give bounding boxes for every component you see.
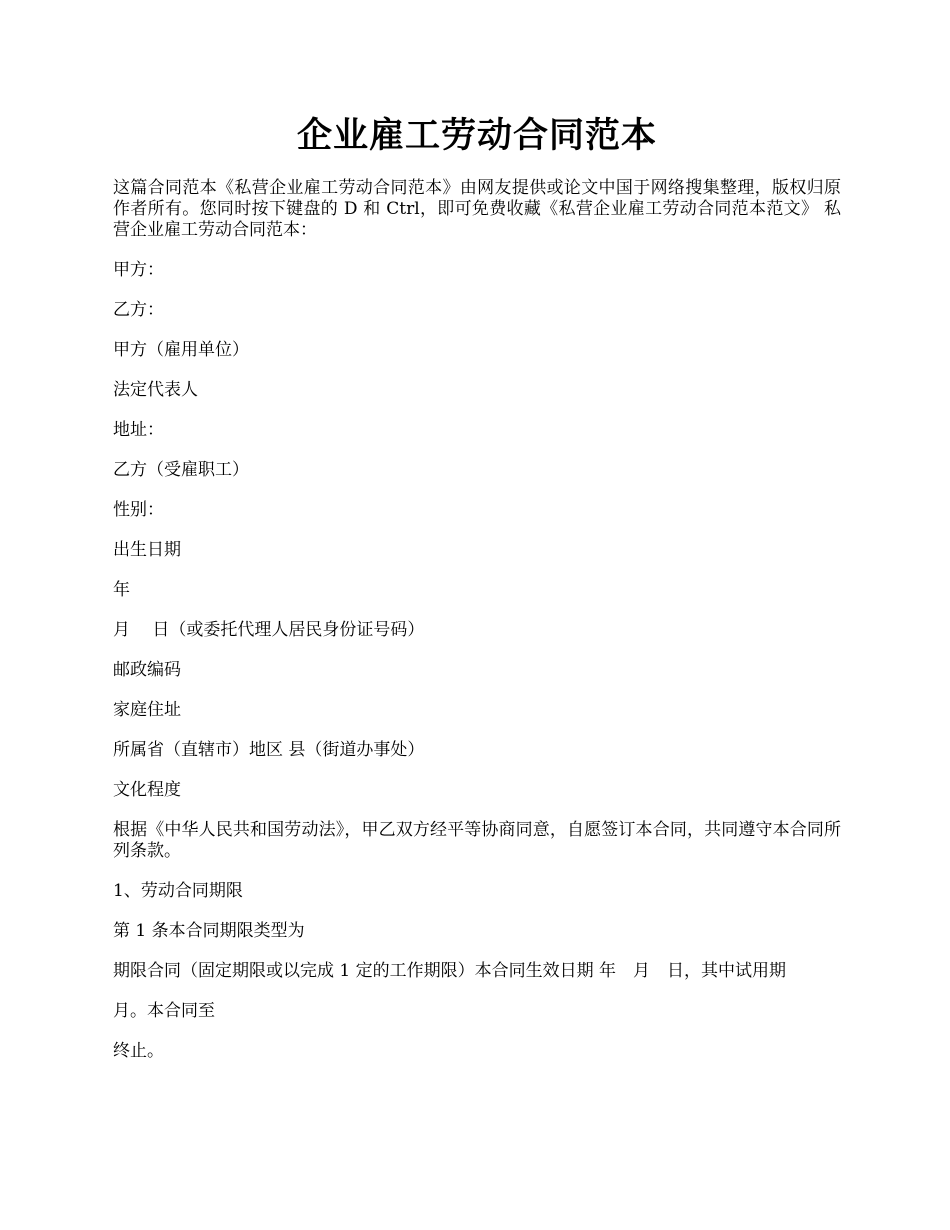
document-title: 企业雇工劳动合同范本	[296, 115, 657, 156]
month-day-id-line: 月 日（或委托代理人居民身份证号码）	[113, 620, 425, 640]
address-line: 地址：	[113, 420, 164, 440]
year-line: 年	[113, 580, 130, 600]
article-1-line: 第 1 条本合同期限类型为	[113, 921, 305, 941]
labor-law-paragraph: 根据《中华人民共和国劳动法》，甲乙双方经平等协商同意，自愿签订本合同，共同遵守本合同所列条款。	[113, 820, 841, 861]
province-district-line: 所属省（直辖市）地区 县（街道办事处）	[113, 740, 425, 760]
gender-line: 性别：	[113, 500, 164, 520]
employee-line: 乙方（受雇职工）	[113, 460, 249, 480]
section-heading-term: 1、劳动合同期限	[113, 881, 243, 901]
employer-line: 甲方（雇用单位）	[113, 340, 249, 360]
postal-code-line: 邮政编码	[113, 660, 181, 680]
termination-line: 终止。	[113, 1041, 164, 1061]
home-address-line: 家庭住址	[113, 700, 181, 720]
party-a-line: 甲方：	[113, 260, 164, 280]
contract-until-line: 月。本合同至	[113, 1001, 215, 1021]
document-body	[113, 178, 841, 1081]
intro-paragraph: 这篇合同范本《私营企业雇工劳动合同范本》由网友提供或论文中国于网络搜集整理，版权归原作者所有。您同时按下键盘的 D 和 Ctrl，即可免费收藏《私营企业雇工劳动合同范本范文》 私营企业雇工劳动合同范本：	[113, 178, 841, 240]
education-line: 文化程度	[113, 780, 181, 800]
party-b-line: 乙方：	[113, 300, 164, 320]
birth-date-line: 出生日期	[113, 540, 181, 560]
term-type-paragraph: 期限合同（固定期限或以完成 1 定的工作期限）本合同生效日期 年 月 日，其中试用期	[113, 961, 787, 981]
legal-representative-line: 法定代表人	[113, 380, 198, 400]
